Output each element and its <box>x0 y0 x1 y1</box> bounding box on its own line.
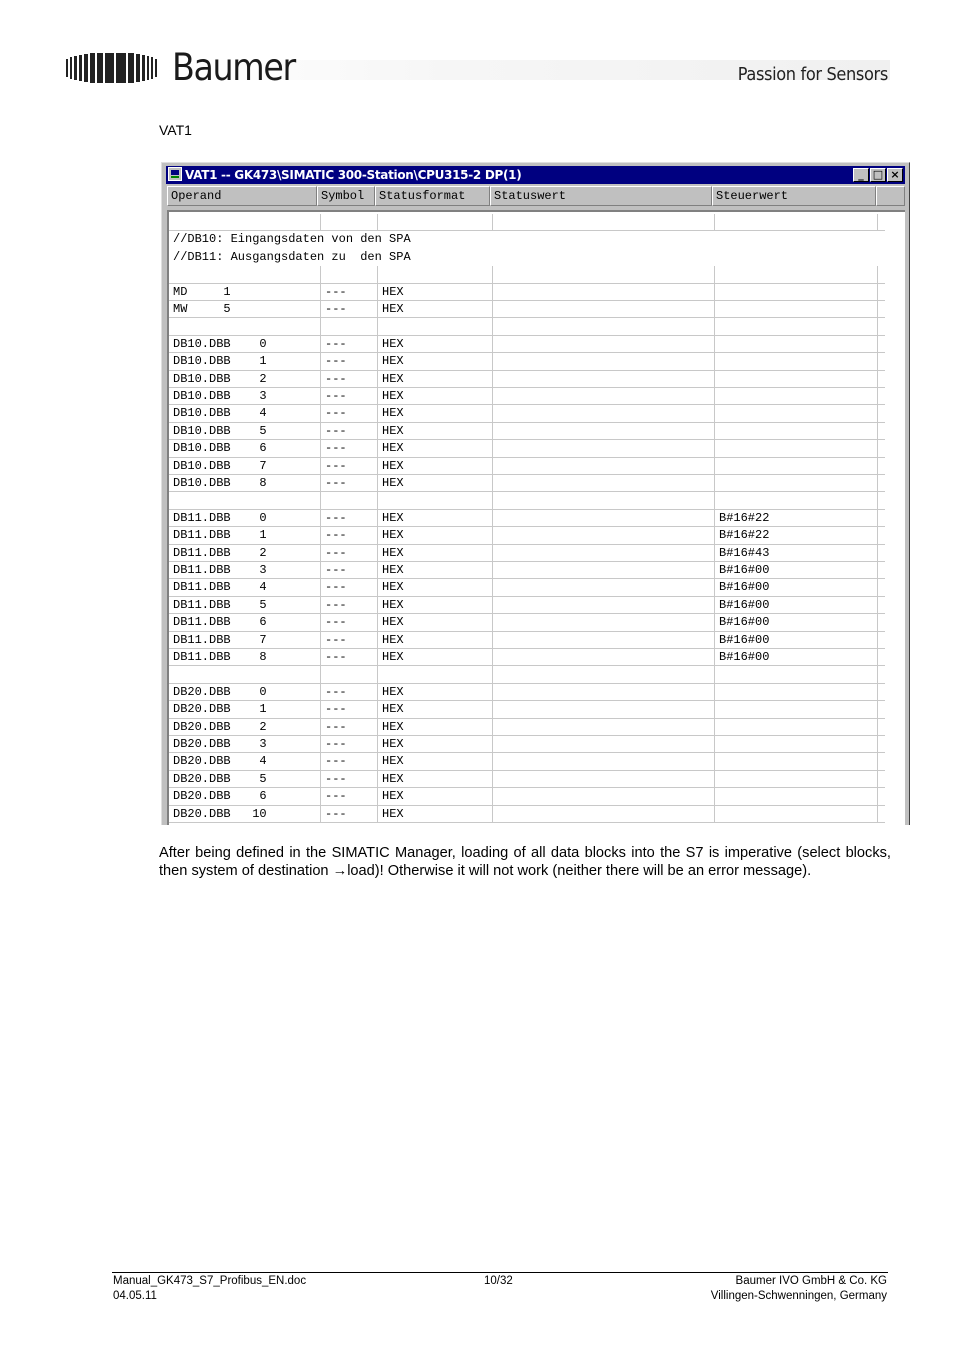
cell-symbol[interactable]: --- <box>321 353 378 369</box>
cell-statuswert[interactable] <box>493 806 715 822</box>
cell-statuswert[interactable] <box>493 649 715 665</box>
cell-steuerwert[interactable] <box>715 806 878 822</box>
cell-statuswert[interactable] <box>493 736 715 752</box>
cell-operand[interactable] <box>169 318 321 334</box>
cell-symbol[interactable]: --- <box>321 405 378 421</box>
table-row[interactable] <box>169 527 885 544</box>
cell-symbol[interactable] <box>321 214 378 230</box>
footer-page-number: 10/32 <box>484 1275 513 1287</box>
table-row[interactable] <box>169 214 885 231</box>
cell-operand[interactable]: DB11.DBB 8 <box>169 649 321 665</box>
cell-steuerwert[interactable] <box>715 719 878 735</box>
cell-steuerwert[interactable] <box>715 684 878 700</box>
cell-steuerwert[interactable]: B#16#00 <box>715 562 878 578</box>
cell-symbol[interactable]: --- <box>321 597 378 613</box>
cell-symbol[interactable]: --- <box>321 632 378 648</box>
footer-filename: Manual_GK473_S7_Profibus_EN.doc <box>113 1275 307 1287</box>
cell-steuerwert[interactable]: B#16#00 <box>715 632 878 648</box>
cell-statusformat[interactable] <box>378 318 493 334</box>
cell-statusformat[interactable]: HEX <box>378 771 493 787</box>
cell-steuerwert[interactable] <box>715 458 878 474</box>
cell-statusformat[interactable]: HEX <box>378 753 493 769</box>
close-button[interactable]: × <box>887 168 903 182</box>
cell-statuswert[interactable] <box>493 492 715 508</box>
cell-symbol[interactable]: --- <box>321 440 378 456</box>
cell-symbol[interactable]: --- <box>321 423 378 439</box>
cell-operand[interactable]: MD 1 <box>169 284 321 300</box>
body-paragraph: After being defined in the SIMATIC Manager, loading of all data blocks into the S7 is imperative (select blocks, then system of destination →load)! Otherwise it will not work (neither there will be an error message). <box>159 845 891 880</box>
brand-tagline: Passion for Sensors <box>737 64 888 85</box>
cell-steuerwert[interactable]: B#16#22 <box>715 510 878 526</box>
footer-company: Baumer IVO GmbH & Co. KG <box>735 1275 887 1287</box>
baumer-logo-icon <box>66 53 158 83</box>
cell-steuerwert[interactable] <box>715 788 878 804</box>
table-row[interactable] <box>169 632 885 649</box>
cell-steuerwert[interactable] <box>715 318 878 334</box>
table-margin <box>885 210 905 825</box>
cell-steuerwert[interactable] <box>715 301 878 317</box>
cell-statusformat[interactable]: HEX <box>378 579 493 595</box>
table-row[interactable] <box>169 771 885 788</box>
cell-operand[interactable]: DB10.DBB 1 <box>169 353 321 369</box>
cell-operand[interactable]: DB10.DBB 6 <box>169 440 321 456</box>
cell-statuswert[interactable] <box>493 510 715 526</box>
cell-statuswert[interactable] <box>493 753 715 769</box>
table-row[interactable] <box>169 719 885 736</box>
cell-statusformat[interactable]: HEX <box>378 510 493 526</box>
cell-symbol[interactable] <box>321 266 378 282</box>
cell-symbol[interactable]: --- <box>321 388 378 404</box>
cell-operand[interactable]: DB10.DBB 3 <box>169 388 321 404</box>
cell-statuswert[interactable] <box>493 684 715 700</box>
cell-symbol[interactable] <box>321 318 378 334</box>
cell-operand[interactable] <box>169 214 321 230</box>
cell-operand[interactable]: DB10.DBB 2 <box>169 371 321 387</box>
cell-statusformat[interactable]: HEX <box>378 597 493 613</box>
cell-operand[interactable]: DB20.DBB 1 <box>169 701 321 717</box>
cell-statuswert[interactable] <box>493 318 715 334</box>
comment-text: //DB11: Ausgangsdaten zu den SPA <box>173 249 411 264</box>
cell-steuerwert[interactable] <box>715 492 878 508</box>
table-row[interactable] <box>169 388 885 405</box>
column-header-statusformat[interactable]: Statusformat <box>375 186 490 206</box>
cell-steuerwert[interactable]: B#16#22 <box>715 527 878 543</box>
column-header-filler <box>876 186 905 206</box>
cell-statusformat[interactable] <box>378 492 493 508</box>
cell-statusformat[interactable]: HEX <box>378 423 493 439</box>
cell-statuswert[interactable] <box>493 336 715 352</box>
cell-statuswert[interactable] <box>493 475 715 491</box>
footer-date: 04.05.11 <box>113 1290 157 1302</box>
cell-statusformat[interactable]: HEX <box>378 458 493 474</box>
cell-operand[interactable]: DB11.DBB 2 <box>169 545 321 561</box>
table-row[interactable] <box>169 753 885 770</box>
cell-statusformat[interactable]: HEX <box>378 788 493 804</box>
table-row[interactable] <box>169 475 885 492</box>
table-row[interactable] <box>169 318 885 335</box>
table-row[interactable] <box>169 284 885 301</box>
table-row[interactable] <box>169 788 885 805</box>
cell-statusformat[interactable]: HEX <box>378 440 493 456</box>
cell-steuerwert[interactable] <box>715 475 878 491</box>
cell-statusformat[interactable] <box>378 666 493 682</box>
cell-statuswert[interactable] <box>493 788 715 804</box>
table-row[interactable] <box>169 597 885 614</box>
table-row[interactable] <box>169 701 885 718</box>
brand-name: Baumer <box>172 46 295 89</box>
cell-symbol[interactable]: --- <box>321 614 378 630</box>
app-icon <box>168 167 182 181</box>
cell-statusformat[interactable]: HEX <box>378 545 493 561</box>
cell-statuswert[interactable] <box>493 632 715 648</box>
cell-symbol[interactable]: --- <box>321 510 378 526</box>
cell-steuerwert[interactable] <box>715 666 878 682</box>
table-row[interactable] <box>169 562 885 579</box>
table-row[interactable] <box>169 353 885 370</box>
cell-symbol[interactable]: --- <box>321 684 378 700</box>
cell-symbol[interactable]: --- <box>321 771 378 787</box>
cell-statusformat[interactable]: HEX <box>378 405 493 421</box>
cell-statuswert[interactable] <box>493 301 715 317</box>
cell-operand[interactable]: DB20.DBB 4 <box>169 753 321 769</box>
column-header-steuerwert[interactable]: Steuerwert <box>712 186 876 206</box>
table-row[interactable] <box>169 649 885 666</box>
cell-symbol[interactable] <box>321 666 378 682</box>
cell-statusformat[interactable]: HEX <box>378 614 493 630</box>
cell-steuerwert[interactable] <box>715 214 878 230</box>
cell-steuerwert[interactable]: B#16#00 <box>715 614 878 630</box>
cell-symbol[interactable]: --- <box>321 336 378 352</box>
cell-symbol[interactable]: --- <box>321 736 378 752</box>
cell-statusformat[interactable] <box>378 214 493 230</box>
cell-operand[interactable]: MW 5 <box>169 301 321 317</box>
cell-steuerwert[interactable] <box>715 405 878 421</box>
cell-steuerwert[interactable] <box>715 336 878 352</box>
cell-statusformat[interactable]: HEX <box>378 475 493 491</box>
cell-statusformat[interactable]: HEX <box>378 527 493 543</box>
table-row[interactable] <box>169 614 885 631</box>
cell-statuswert[interactable] <box>493 562 715 578</box>
cell-symbol[interactable]: --- <box>321 475 378 491</box>
cell-operand[interactable] <box>169 492 321 508</box>
cell-statusformat[interactable]: HEX <box>378 284 493 300</box>
column-header-operand[interactable]: Operand <box>167 186 317 206</box>
table-row[interactable] <box>169 301 885 318</box>
table-row[interactable] <box>169 458 885 475</box>
cell-statuswert[interactable] <box>493 579 715 595</box>
cell-steuerwert[interactable] <box>715 284 878 300</box>
cell-operand[interactable]: DB11.DBB 0 <box>169 510 321 526</box>
cell-statusformat[interactable]: HEX <box>378 701 493 717</box>
table-row[interactable] <box>169 684 885 701</box>
table-row[interactable] <box>169 736 885 753</box>
cell-statusformat[interactable]: HEX <box>378 684 493 700</box>
cell-statusformat[interactable]: HEX <box>378 719 493 735</box>
cell-steuerwert[interactable] <box>715 753 878 769</box>
minimize-button[interactable]: _ <box>853 168 869 182</box>
cell-statuswert[interactable] <box>493 214 715 230</box>
cell-statusformat[interactable] <box>378 266 493 282</box>
table-row[interactable] <box>169 371 885 388</box>
cell-statuswert[interactable] <box>493 266 715 282</box>
cell-symbol[interactable]: --- <box>321 545 378 561</box>
cell-operand[interactable]: DB20.DBB 2 <box>169 719 321 735</box>
cell-statuswert[interactable] <box>493 440 715 456</box>
cell-statuswert[interactable] <box>493 597 715 613</box>
cell-symbol[interactable]: --- <box>321 301 378 317</box>
cell-symbol[interactable]: --- <box>321 458 378 474</box>
cell-symbol[interactable]: --- <box>321 649 378 665</box>
cell-symbol[interactable]: --- <box>321 701 378 717</box>
cell-steuerwert[interactable]: B#16#43 <box>715 545 878 561</box>
cell-symbol[interactable]: --- <box>321 753 378 769</box>
cell-symbol[interactable]: --- <box>321 806 378 822</box>
cell-symbol[interactable]: --- <box>321 527 378 543</box>
cell-operand[interactable]: DB20.DBB 0 <box>169 684 321 700</box>
cell-operand[interactable]: DB20.DBB 5 <box>169 771 321 787</box>
cell-statuswert[interactable] <box>493 423 715 439</box>
window-title: VAT1 -- GK473\SIMATIC 300-Station\CPU315-2 DP(1) <box>185 168 522 182</box>
table-row[interactable] <box>169 492 885 509</box>
footer-location: Villingen-Schwenningen, Germany <box>710 1290 887 1302</box>
table-row[interactable] <box>169 545 885 562</box>
table-row[interactable] <box>169 440 885 457</box>
cell-operand[interactable] <box>169 666 321 682</box>
column-header-symbol[interactable]: Symbol <box>317 186 375 206</box>
cell-steuerwert[interactable] <box>715 440 878 456</box>
cell-statuswert[interactable] <box>493 388 715 404</box>
table-row[interactable] <box>169 266 885 283</box>
cell-operand[interactable]: DB11.DBB 6 <box>169 614 321 630</box>
cell-statuswert[interactable] <box>493 458 715 474</box>
cell-statusformat[interactable]: HEX <box>378 562 493 578</box>
cell-symbol[interactable]: --- <box>321 562 378 578</box>
window-titlebar[interactable] <box>166 166 905 184</box>
cell-statuswert[interactable] <box>493 666 715 682</box>
cell-operand[interactable]: DB11.DBB 4 <box>169 579 321 595</box>
cell-operand[interactable]: DB20.DBB 10 <box>169 806 321 822</box>
cell-statusformat[interactable]: HEX <box>378 301 493 317</box>
table-row[interactable] <box>169 510 885 527</box>
column-header <box>167 186 905 206</box>
maximize-button[interactable]: □ <box>870 168 886 182</box>
table-row[interactable] <box>169 423 885 440</box>
section-label: VAT1 <box>159 122 192 138</box>
cell-operand[interactable]: DB10.DBB 8 <box>169 475 321 491</box>
comment-text: //DB10: Eingangsdaten von den SPA <box>173 232 411 247</box>
table-row[interactable] <box>169 666 885 683</box>
cell-statuswert[interactable] <box>493 771 715 787</box>
cell-statuswert[interactable] <box>493 527 715 543</box>
table-row[interactable] <box>169 806 885 823</box>
cell-steuerwert[interactable]: B#16#00 <box>715 649 878 665</box>
cell-operand[interactable]: DB11.DBB 1 <box>169 527 321 543</box>
cell-operand[interactable] <box>169 266 321 282</box>
cell-statusformat[interactable]: HEX <box>378 371 493 387</box>
cell-steuerwert[interactable] <box>715 353 878 369</box>
cell-steuerwert[interactable] <box>715 388 878 404</box>
cell-symbol[interactable]: --- <box>321 719 378 735</box>
cell-statuswert[interactable] <box>493 614 715 630</box>
cell-steuerwert[interactable]: B#16#00 <box>715 597 878 613</box>
cell-operand[interactable]: DB10.DBB 5 <box>169 423 321 439</box>
variable-table[interactable] <box>167 210 885 825</box>
cell-statuswert[interactable] <box>493 284 715 300</box>
cell-statuswert[interactable] <box>493 701 715 717</box>
column-header-statuswert[interactable]: Statuswert <box>490 186 712 206</box>
cell-steuerwert[interactable]: B#16#00 <box>715 579 878 595</box>
cell-steuerwert[interactable] <box>715 771 878 787</box>
cell-statusformat[interactable]: HEX <box>378 649 493 665</box>
cell-steuerwert[interactable] <box>715 736 878 752</box>
cell-statusformat[interactable]: HEX <box>378 806 493 822</box>
cell-symbol[interactable]: --- <box>321 371 378 387</box>
cell-operand[interactable]: DB10.DBB 4 <box>169 405 321 421</box>
table-row[interactable] <box>169 336 885 353</box>
cell-operand[interactable]: DB10.DBB 7 <box>169 458 321 474</box>
comment-row[interactable] <box>169 231 885 248</box>
cell-statuswert[interactable] <box>493 405 715 421</box>
cell-symbol[interactable]: --- <box>321 579 378 595</box>
cell-statuswert[interactable] <box>493 545 715 561</box>
cell-symbol[interactable] <box>321 492 378 508</box>
table-row[interactable] <box>169 579 885 596</box>
vat-window <box>161 162 910 825</box>
cell-statusformat[interactable]: HEX <box>378 353 493 369</box>
cell-statusformat[interactable]: HEX <box>378 736 493 752</box>
cell-steuerwert[interactable] <box>715 371 878 387</box>
cell-steuerwert[interactable] <box>715 701 878 717</box>
comment-row[interactable] <box>169 249 885 266</box>
cell-statuswert[interactable] <box>493 353 715 369</box>
cell-operand[interactable]: DB10.DBB 0 <box>169 336 321 352</box>
cell-statuswert[interactable] <box>493 371 715 387</box>
cell-symbol[interactable]: --- <box>321 788 378 804</box>
cell-operand[interactable]: DB11.DBB 7 <box>169 632 321 648</box>
cell-statusformat[interactable]: HEX <box>378 336 493 352</box>
cell-symbol[interactable]: --- <box>321 284 378 300</box>
cell-operand[interactable]: DB20.DBB 6 <box>169 788 321 804</box>
table-row[interactable] <box>169 405 885 422</box>
cell-operand[interactable]: DB11.DBB 5 <box>169 597 321 613</box>
cell-statusformat[interactable]: HEX <box>378 632 493 648</box>
cell-steuerwert[interactable] <box>715 423 878 439</box>
cell-steuerwert[interactable] <box>715 266 878 282</box>
cell-statuswert[interactable] <box>493 719 715 735</box>
cell-operand[interactable]: DB20.DBB 3 <box>169 736 321 752</box>
cell-statusformat[interactable]: HEX <box>378 388 493 404</box>
cell-operand[interactable]: DB11.DBB 3 <box>169 562 321 578</box>
footer-divider <box>112 1272 888 1273</box>
